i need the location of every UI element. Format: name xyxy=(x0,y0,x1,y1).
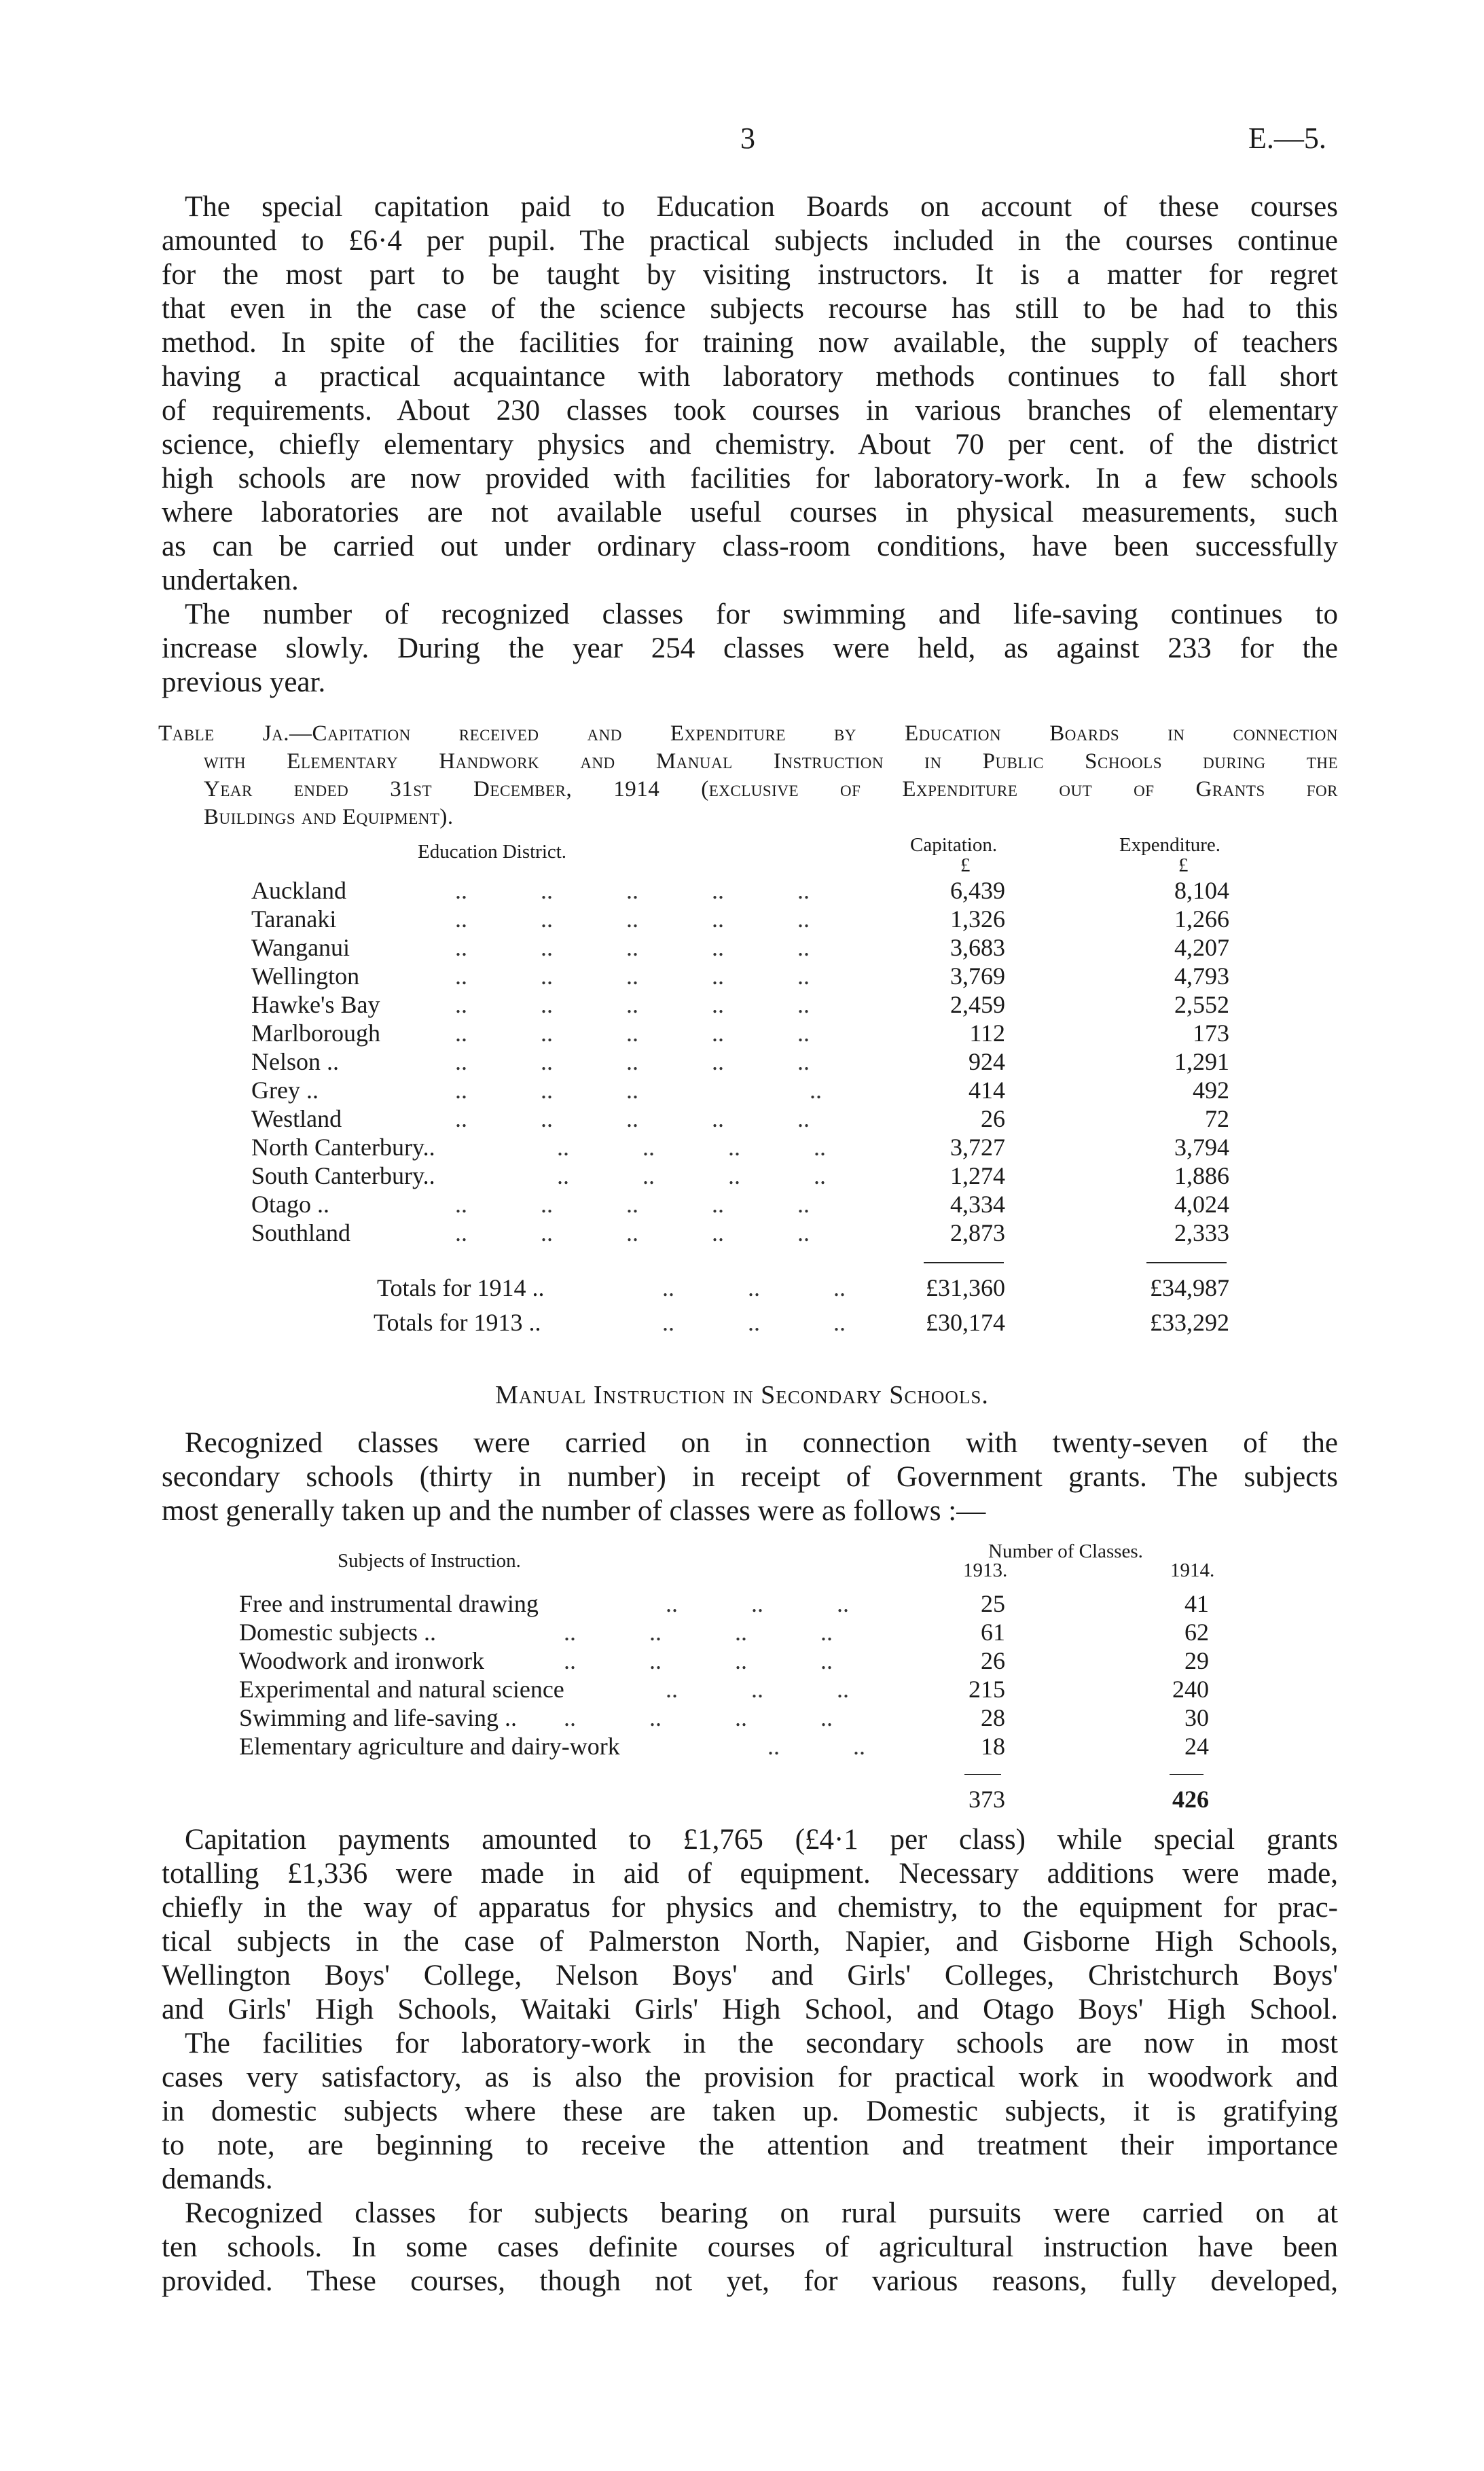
text-line: The facilities for laboratory-work in the secondary schools are now in most xyxy=(185,2027,1338,2059)
currency-unit: £ xyxy=(1178,854,1189,876)
text-line: in domestic subjects where these are taken up. Domestic subjects, it is gratifying xyxy=(162,2095,1338,2127)
district-name: Otago .. xyxy=(251,1191,329,1218)
expenditure-value: 72 xyxy=(1205,1105,1229,1132)
column-header-expenditure: Expenditure. xyxy=(1119,834,1220,856)
sum-rule xyxy=(964,1774,1001,1775)
capitation-value: 26 xyxy=(981,1105,1005,1132)
text-line: cases very satisfactory, as is also the provision for practical work in woodwork and xyxy=(162,2061,1338,2093)
column-header-district: Education District. xyxy=(418,841,567,863)
text-line: totalling £1,336 were made in aid of equipment. Necessary additions were made, xyxy=(162,1858,1338,1890)
district-name: Taranaki xyxy=(251,905,337,933)
expenditure-value: 2,552 xyxy=(1174,991,1229,1018)
text-line: Wellington Boys' College, Nelson Boys' and Girls' Colleges, Christchurch Boys' xyxy=(162,1960,1338,1991)
district-name: Marlborough xyxy=(251,1020,380,1047)
subject-name: Swimming and life-saving .. xyxy=(239,1704,517,1731)
text-line: ten schools. In some cases definite courses of agricultural instruction have been xyxy=(162,2231,1338,2263)
leader-dots: .. .. .. .. .. xyxy=(455,1191,810,1218)
leader-dots: .. .. .. .. .. xyxy=(455,991,810,1018)
page-number: 3 xyxy=(740,122,755,155)
leader-dots: .. .. .. xyxy=(666,1590,849,1617)
total-1914: 426 xyxy=(1172,1786,1209,1813)
expenditure-value: 4,793 xyxy=(1174,962,1229,990)
caption-line: Year ended 31st December, 1914 (exclusive of Expenditure out of Grants for xyxy=(204,777,1338,801)
column-header-subject: Subjects of Instruction. xyxy=(338,1550,521,1572)
text-line: The number of recognized classes for swimming and life-saving continues to xyxy=(185,598,1338,630)
capitation-total: £31,360 xyxy=(926,1274,1005,1301)
text-line: for the most part to be taught by visiting instructors. It is a matter for regret xyxy=(162,259,1338,291)
column-group-header: Number of Classes. xyxy=(988,1540,1143,1562)
capitation-value: 2,459 xyxy=(950,991,1005,1018)
leader-dots: .. .. .. .. xyxy=(564,1704,833,1731)
text-line: as can be carried out under ordinary class-room conditions, have been successfully xyxy=(162,530,1338,562)
expenditure-value: 3,794 xyxy=(1174,1134,1229,1161)
text-line: undertaken. xyxy=(162,564,299,596)
totals-label: Totals for 1913 .. xyxy=(374,1309,541,1336)
subject-name: Woodwork and ironwork xyxy=(239,1647,485,1674)
text-line: amounted to £6·4 per pupil. The practical subjects included in the courses continue xyxy=(162,225,1338,257)
text-line: where laboratories are not available useful courses in physical measurements, such xyxy=(162,497,1338,528)
capitation-value: 414 xyxy=(969,1077,1005,1104)
capitation-value: 3,683 xyxy=(950,934,1005,961)
text-line: Recognized classes for subjects bearing on rural pursuits were carried on at xyxy=(185,2197,1338,2229)
leader-dots: .. .. .. xyxy=(662,1274,846,1301)
sum-rule xyxy=(1146,1262,1227,1263)
text-line: previous year. xyxy=(162,666,326,698)
expenditure-total: £33,292 xyxy=(1150,1309,1229,1336)
expenditure-value: 1,886 xyxy=(1174,1162,1229,1189)
leader-dots: .. .. .. .. xyxy=(455,1077,822,1104)
count-1913: 25 xyxy=(981,1590,1005,1617)
text-line: that even in the case of the science subjects recourse has still to be had to this xyxy=(162,293,1338,325)
capitation-value: 2,873 xyxy=(950,1219,1005,1246)
text-line: high schools are now provided with facilities for laboratory-work. In a few schools xyxy=(162,463,1338,494)
capitation-value: 1,274 xyxy=(950,1162,1005,1189)
leader-dots: .. .. .. .. xyxy=(564,1619,833,1646)
text-line: science, chiefly elementary physics and chemistry. About 70 per cent. of the district xyxy=(162,429,1338,461)
count-1913: 26 xyxy=(981,1647,1005,1674)
expenditure-value: 2,333 xyxy=(1174,1219,1229,1246)
expenditure-value: 492 xyxy=(1193,1077,1229,1104)
capitation-value: 924 xyxy=(969,1048,1005,1075)
expenditure-value: 8,104 xyxy=(1174,877,1229,904)
total-1913: 373 xyxy=(969,1786,1005,1813)
sum-rule xyxy=(924,1262,1004,1263)
caption-line: with Elementary Handwork and Manual Instruction in Public Schools during the xyxy=(204,749,1338,774)
expenditure-value: 1,291 xyxy=(1174,1048,1229,1075)
district-name: South Canterbury.. xyxy=(251,1162,435,1189)
district-name: Grey .. xyxy=(251,1077,319,1104)
expenditure-value: 173 xyxy=(1193,1020,1229,1047)
district-name: Nelson .. xyxy=(251,1048,339,1075)
district-name: Hawke's Bay xyxy=(251,991,380,1018)
text-line: having a practical acquaintance with laboratory methods continues to fall short xyxy=(162,361,1338,393)
expenditure-total: £34,987 xyxy=(1150,1274,1229,1301)
caption-line: Buildings and Equipment). xyxy=(204,805,454,829)
text-line: The special capitation paid to Education Boards on account of these courses xyxy=(185,191,1338,223)
column-header-1913: 1913. xyxy=(963,1559,1008,1581)
sum-rule xyxy=(1170,1774,1204,1775)
leader-dots: .. .. .. .. .. xyxy=(455,1105,810,1132)
text-line: to note, are beginning to receive the attention and treatment their importance xyxy=(162,2129,1338,2161)
text-line: increase slowly. During the year 254 classes were held, as against 233 for the xyxy=(162,632,1338,664)
count-1913: 18 xyxy=(981,1733,1005,1760)
leader-dots: .. .. .. .. .. xyxy=(455,877,810,904)
leader-dots: .. .. .. .. xyxy=(557,1134,826,1161)
totals-label: Totals for 1914 .. xyxy=(377,1274,545,1301)
district-name: Wellington xyxy=(251,962,360,990)
district-name: Wanganui xyxy=(251,934,350,961)
count-1913: 28 xyxy=(981,1704,1005,1731)
expenditure-value: 4,207 xyxy=(1174,934,1229,961)
district-name: North Canterbury.. xyxy=(251,1134,435,1161)
leader-dots: .. .. .. .. xyxy=(557,1162,826,1189)
leader-dots: .. .. xyxy=(767,1733,865,1760)
text-line: Capitation payments amounted to £1,765 (£4·1 per class) while special grants xyxy=(185,1824,1338,1856)
caption-line: Table Ja.—Capitation received and Expenditure by Education Boards in connection xyxy=(158,721,1338,746)
text-line: and Girls' High Schools, Waitaki Girls' High School, and Otago Boys' High School. xyxy=(162,1994,1338,2025)
leader-dots: .. .. .. xyxy=(666,1676,849,1703)
currency-unit: £ xyxy=(960,854,971,876)
leader-dots: .. .. .. .. .. xyxy=(455,934,810,961)
capitation-value: 1,326 xyxy=(950,905,1005,933)
expenditure-value: 4,024 xyxy=(1174,1191,1229,1218)
text-line: demands. xyxy=(162,2163,273,2195)
leader-dots: .. .. .. xyxy=(662,1309,846,1336)
leader-dots: .. .. .. .. .. xyxy=(455,1020,810,1047)
column-header-capitation: Capitation. xyxy=(910,834,998,856)
capitation-value: 3,727 xyxy=(950,1134,1005,1161)
subject-name: Domestic subjects .. xyxy=(239,1619,436,1646)
capitation-total: £30,174 xyxy=(926,1309,1005,1336)
leader-dots: .. .. .. .. .. xyxy=(455,905,810,933)
text-line: of requirements. About 230 classes took courses in various branches of elementary xyxy=(162,395,1338,427)
leader-dots: .. .. .. .. xyxy=(564,1647,833,1674)
count-1914: 24 xyxy=(1184,1733,1209,1760)
district-name: Southland xyxy=(251,1219,351,1246)
leader-dots: .. .. .. .. .. xyxy=(455,962,810,990)
subject-name: Experimental and natural science xyxy=(239,1676,564,1703)
text-line: most generally taken up and the number of classes were as follows :— xyxy=(162,1495,986,1527)
capitation-value: 4,334 xyxy=(950,1191,1005,1218)
text-line: method. In spite of the facilities for training now available, the supply of teachers xyxy=(162,327,1338,359)
subject-name: Free and instrumental drawing xyxy=(239,1590,539,1617)
text-line: provided. These courses, though not yet, for various reasons, fully developed, xyxy=(162,2265,1338,2297)
count-1914: 29 xyxy=(1184,1647,1209,1674)
count-1913: 61 xyxy=(981,1619,1005,1646)
text-line: secondary schools (thirty in number) in receipt of Government grants. The subjects xyxy=(162,1461,1338,1493)
column-header-1914: 1914. xyxy=(1170,1559,1215,1581)
count-1914: 41 xyxy=(1184,1590,1209,1617)
capitation-value: 6,439 xyxy=(950,877,1005,904)
text-line: chiefly in the way of apparatus for physics and chemistry, to the equipment for prac- xyxy=(162,1892,1338,1924)
text-line: Recognized classes were carried on in connection with twenty-seven of the xyxy=(185,1427,1338,1459)
count-1913: 215 xyxy=(969,1676,1005,1703)
subject-name: Elementary agriculture and dairy-work xyxy=(239,1733,620,1760)
section-heading: Manual Instruction in Secondary Schools. xyxy=(495,1381,989,1409)
count-1914: 62 xyxy=(1184,1619,1209,1646)
leader-dots: .. .. .. .. .. xyxy=(455,1048,810,1075)
capitation-value: 3,769 xyxy=(950,962,1005,990)
text-line: tical subjects in the case of Palmerston North, Napier, and Gisborne High Schools, xyxy=(162,1926,1338,1958)
count-1914: 30 xyxy=(1184,1704,1209,1731)
expenditure-value: 1,266 xyxy=(1174,905,1229,933)
district-name: Westland xyxy=(251,1105,342,1132)
leader-dots: .. .. .. .. .. xyxy=(455,1219,810,1246)
count-1914: 240 xyxy=(1172,1676,1209,1703)
district-name: Auckland xyxy=(251,877,346,904)
capitation-value: 112 xyxy=(969,1020,1005,1047)
document-reference: E.—5. xyxy=(1248,122,1326,155)
